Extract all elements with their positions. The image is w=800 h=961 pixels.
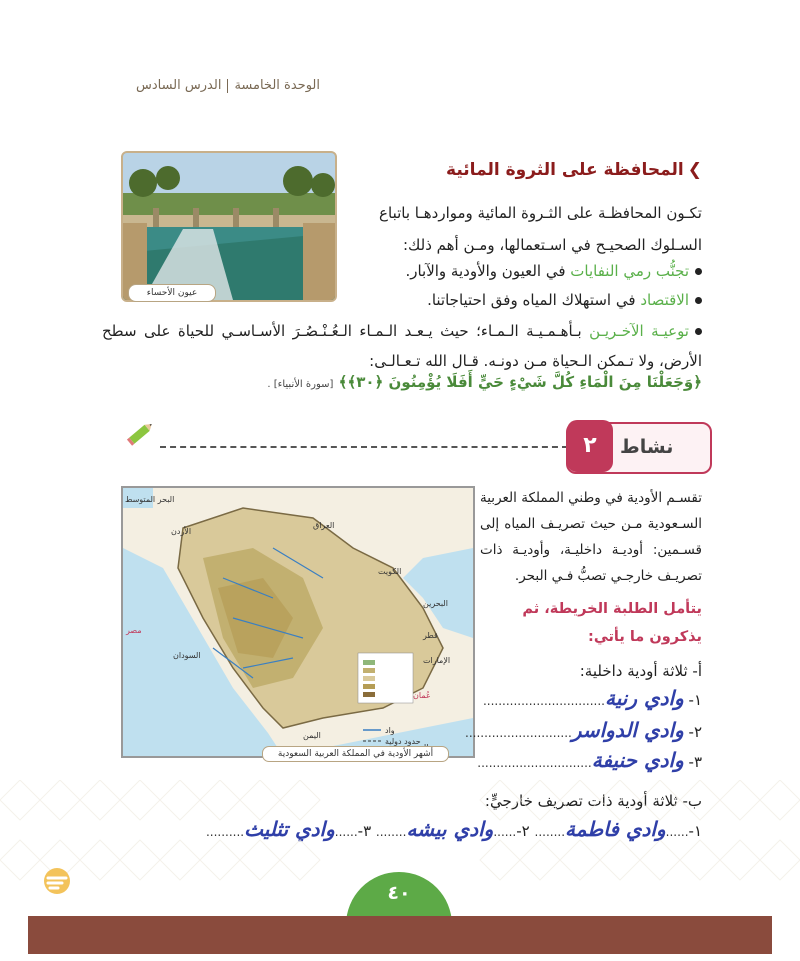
map-label-oman: عُمان: [413, 691, 431, 700]
divider-dashed: [160, 446, 568, 448]
verse-text: ﴿وَجَعَلْنَا مِنَ الْمَاءِ كُلَّ شَيْءٍ حَيٍّ أَفَلَا يُؤْمِنُونَ ﴿٣٠﴾﴾: [338, 373, 702, 391]
map-label-egypt: مصر: [126, 626, 142, 635]
activity-instruction: يتأمل الطلبة الخريطة، ثم يذكرون ما يأتي:: [522, 601, 702, 645]
map-label-qatar: قطر: [423, 631, 438, 640]
map-label-yemen: اليمن: [303, 731, 321, 740]
answer-row: [477, 748, 702, 772]
bullet-text: في استهلاك المياه وفق احتياجاتنا.: [427, 291, 641, 309]
pencil-icon: [126, 418, 156, 448]
photo-caption: عيون الأحساء: [128, 284, 216, 302]
answer-row: [465, 718, 702, 742]
answer-dots: ............................: [465, 726, 572, 740]
answer-dots: ......: [493, 825, 517, 839]
part-a-heading: أ- ثلاثة أودية داخلية:: [579, 662, 702, 680]
bullet-icon: [695, 268, 702, 275]
answer-dots: ........: [375, 825, 407, 839]
bullet-icon: [695, 328, 702, 335]
answer-handwritten: وادي بيشه: [406, 817, 494, 841]
bullet-highlight: توعيـة الآخـريـن: [589, 322, 689, 340]
answer-dots: ................................: [482, 694, 605, 708]
answer-number: ٢-: [516, 822, 530, 840]
activity-paragraph: تقسـم الأودية في وطني المملكة العربية السـعودية مـن حيث تصريـف المياه إلى قسـمين: أوديـة داخليـة، وأوديـة ذات تصريـف خارجـي تصبُّ فـي البحر.: [480, 490, 702, 584]
answer-number: ٣-: [688, 753, 702, 771]
page-number: ٤٠: [387, 882, 411, 904]
answer-handwritten: وادي تثليث: [244, 817, 335, 841]
wadis-map: [121, 486, 475, 758]
bullet-text: في العيون والأودية والآبار.: [405, 262, 571, 280]
section-title-text: المحافظة على الثروة المائية: [446, 160, 684, 180]
bullet-text: بـأهـمـيـة الـمـاء؛ حيث يـعـد الـمـاء الـعُـنْـصُـرَ الأسـاسـي للحياة على سطح الأرض، ولا تـمكن الـحياة مـن دونـه. قـال الله تـعـالـى:: [102, 322, 702, 370]
answer-dots: ..........: [205, 825, 245, 839]
activity-number: ٢: [567, 420, 613, 472]
map-illustration: [123, 488, 473, 756]
answer-handwritten: وادي حنيفة: [591, 748, 684, 772]
answer-dots: ......: [665, 825, 689, 839]
section-title: [446, 160, 702, 180]
answer-number: ١-: [688, 691, 702, 709]
map-caption: أشهر الأودية في المملكة العربية السعودية: [262, 746, 449, 762]
map-label-kuwait: الكويت: [378, 567, 402, 576]
answer-number: ١-: [688, 822, 702, 840]
photo-oasis: [121, 151, 337, 302]
breadcrumb: [120, 78, 320, 93]
bullet-highlight: تجنُّب رمي النفايات: [570, 262, 689, 280]
intro-paragraph: تكـون المحافظـة على الثـروة المائية ومواردهـا باتباع السـلوك الصحيـح في اسـتعمالها، ومـن أهم ذلك:: [379, 204, 702, 254]
answer-handwritten: وادي فاطمة: [565, 817, 666, 841]
unit-label: الوحدة الخامسة: [234, 78, 320, 93]
map-label-bahrain: البحرين: [423, 599, 448, 608]
lesson-label: الدرس السادس: [135, 78, 222, 93]
map-label-uae: الإمارات: [423, 656, 451, 665]
publisher-logo-icon: [40, 866, 74, 896]
bullet-icon: [695, 297, 702, 304]
verse-source: [سورة الأنبياء] .: [267, 379, 334, 390]
activity-label: نشاط: [620, 436, 674, 458]
chevron-left-icon: ❯: [687, 160, 702, 180]
map-label-sudan: السودان: [173, 651, 201, 660]
photo-illustration: [123, 153, 335, 300]
quran-verse: [267, 373, 702, 391]
map-legend-border: حدود دولية: [385, 737, 421, 746]
bullet-item: [405, 257, 702, 286]
footer-bar: [28, 916, 772, 954]
part-b-heading: ب- ثلاثة أودية ذات تصريف خارجيٍّ:: [484, 792, 702, 810]
bullet-highlight: الاقتصاد: [640, 291, 689, 309]
map-label-jordan: الأردن: [171, 527, 192, 536]
map-legend-wadi: واد: [385, 726, 395, 735]
answer-dots: ......: [334, 825, 358, 839]
map-label-iraq: العراق: [313, 521, 335, 530]
bullet-paragraph: [102, 316, 702, 376]
map-label-sea-med: البحر المتوسط: [125, 495, 175, 504]
answer-dots: ..............................: [477, 756, 592, 770]
bullet-item: [427, 286, 702, 315]
divider: [227, 79, 228, 93]
answer-handwritten: وادي رنية: [605, 686, 684, 710]
answer-row: [483, 686, 702, 710]
answer-dots: ........: [534, 825, 566, 839]
answer-handwritten: وادي الدواسر: [571, 718, 684, 742]
answer-number: ٢-: [688, 723, 702, 741]
answer-number: ٣-: [357, 822, 372, 840]
